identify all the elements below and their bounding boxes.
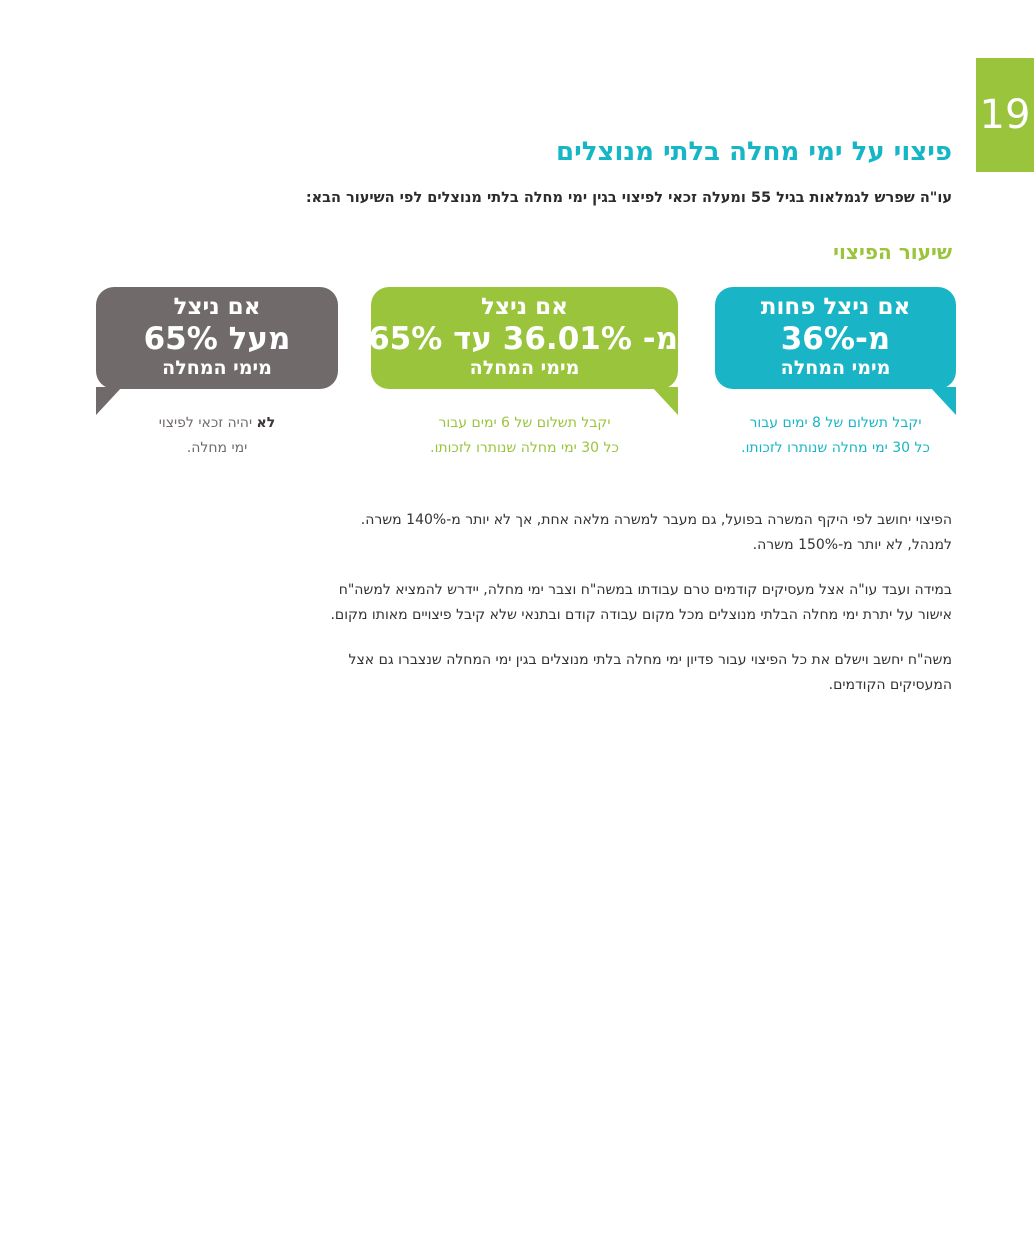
intro-text: עו"ה שפרש לגמלאות בגיל 55 ומעלה זכאי לפיצוי בגין ימי מחלה בלתי מנוצלים לפי השיעור הבא: xyxy=(305,190,952,206)
speech-bubble xyxy=(96,287,338,389)
bubble-suffix: מימי המחלה xyxy=(469,357,580,379)
paragraph-line: במידה ועבד עו"ה אצל מעסיקים קודמים טרם עבודתו במשה"ח וצבר ימי מחלה, יידרש להמציא למשה"ח xyxy=(338,582,952,598)
bubble-range: מעל 65% xyxy=(143,321,291,357)
paragraph-line: משה"ח יחשב וישלם את כל הפיצוי עבור פדיון ימי מחלה בלתי מנוצלים בגין ימי המחלה שנצברו גם אצל xyxy=(348,652,952,668)
compensation-card-low-usage xyxy=(715,287,956,461)
bubble-suffix: מימי המחלה xyxy=(162,357,272,379)
page-number: 19 xyxy=(976,58,1034,172)
compensation-card-mid-usage xyxy=(368,287,678,461)
bubble-condition: אם ניצל xyxy=(481,294,568,320)
card-caption xyxy=(371,411,678,461)
caption-line: ימי מחלה. xyxy=(186,440,248,456)
caption-emphasis: לא xyxy=(256,415,276,431)
paragraph-line: המעסיקים הקודמים. xyxy=(828,677,952,693)
bubble-range: מ-36% xyxy=(780,321,891,357)
paragraph-calculation xyxy=(172,508,952,558)
caption-line: יקבל תשלום של 8 ימים עבור xyxy=(749,415,922,431)
caption-line: כל 30 ימי מחלה שנותרו לזכותו. xyxy=(430,440,619,456)
paragraph-payment xyxy=(172,648,952,698)
bubble-condition: אם ניצל xyxy=(173,294,261,320)
compensation-card-high-usage xyxy=(96,287,338,461)
card-caption xyxy=(715,411,956,461)
card-caption xyxy=(96,411,338,461)
paragraph-previous-employers xyxy=(172,578,952,628)
bubble-range: מ- 36.01% עד 65% xyxy=(368,321,678,357)
paragraph-line: למנהל, לא יותר מ-150% משרה. xyxy=(752,537,952,553)
caption-text: יהיה זכאי לפיצוי xyxy=(158,415,257,431)
rate-heading: שיעור הפיצוי xyxy=(833,240,952,264)
paragraph-line: הפיצוי יחושב לפי היקף המשרה בפועל, גם מעבר למשרה מלאה אחת, אך לא יותר מ-140% משרה. xyxy=(360,512,952,528)
speech-bubble xyxy=(715,287,956,389)
caption-line xyxy=(96,411,338,436)
bubble-suffix: מימי המחלה xyxy=(780,357,891,379)
paragraph-line: אישור על יתרת ימי מחלה הבלתי מנוצלים מכל מקום עבודה קודם ובתנאי שלא קיבל פיצויים מאותו מקום. xyxy=(330,607,952,623)
caption-line: כל 30 ימי מחלה שנותרו לזכותו. xyxy=(741,440,930,456)
speech-bubble xyxy=(368,287,678,389)
section-title: פיצוי על ימי מחלה בלתי מנוצלים xyxy=(556,137,952,167)
bubble-condition: אם ניצל פחות xyxy=(760,294,911,320)
caption-line: יקבל תשלום של 6 ימים עבור xyxy=(438,415,611,431)
